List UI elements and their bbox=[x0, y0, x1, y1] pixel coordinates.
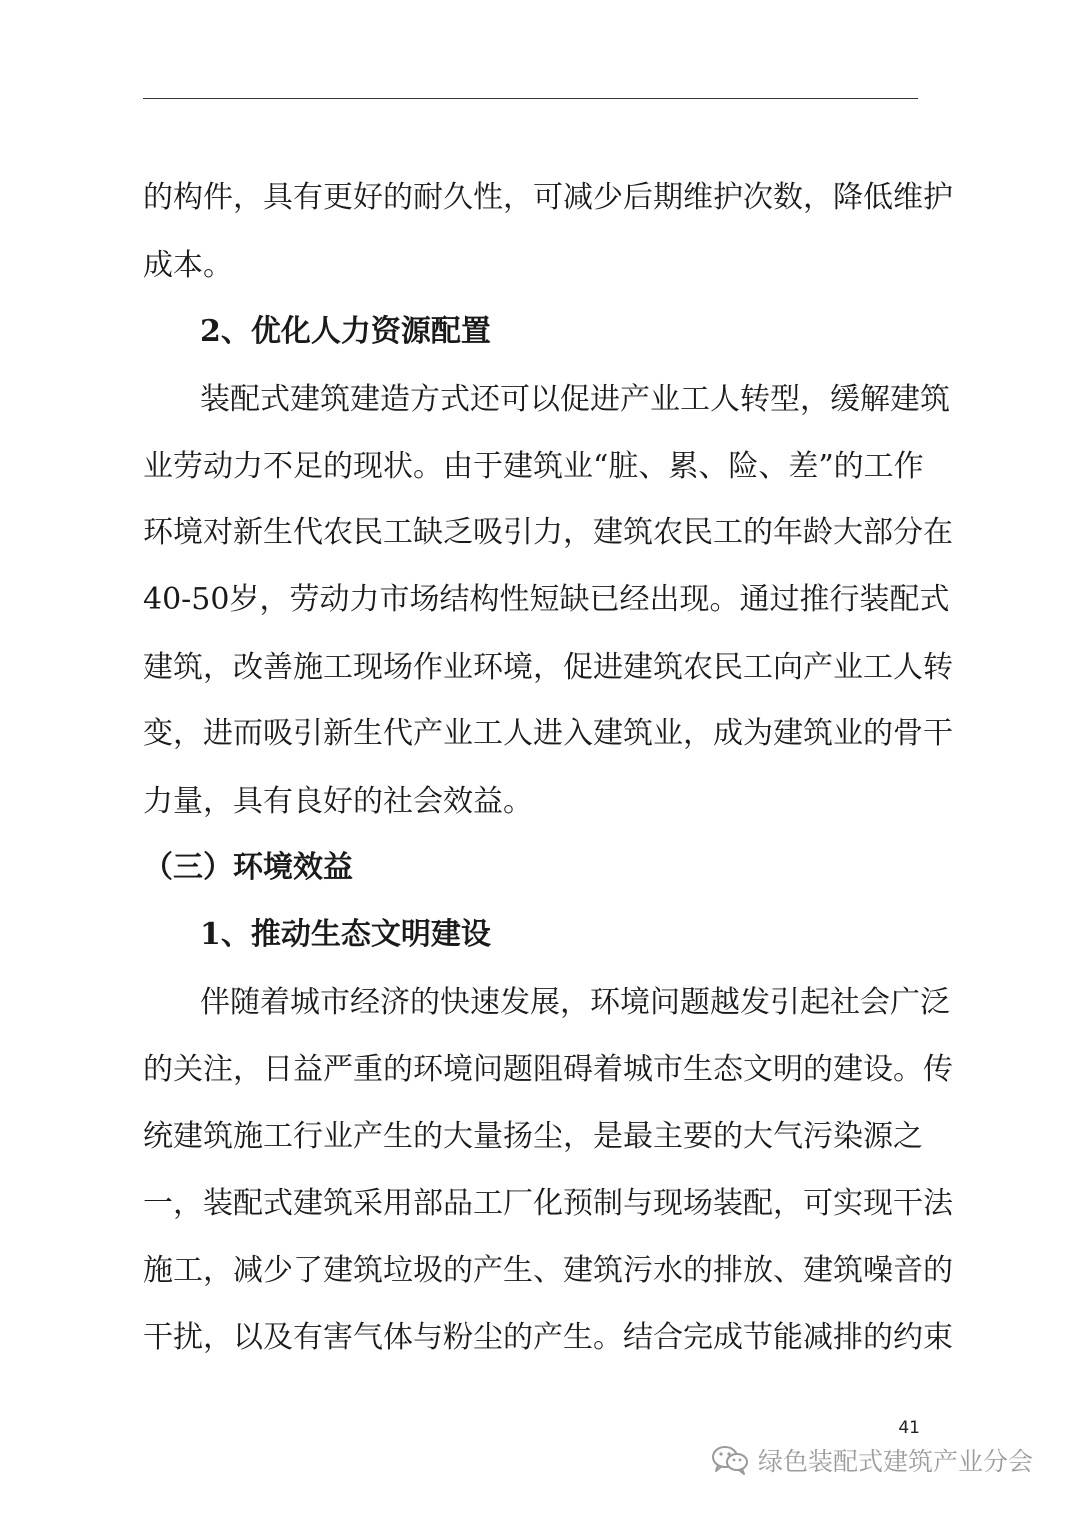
paragraph-line: 施工，减少了建筑垃圾的产生、建筑污水的排放、建筑噪音的 bbox=[143, 1253, 953, 1288]
paragraph-line: 干扰，以及有害气体与粉尘的产生。结合完成节能减排的约束 bbox=[143, 1320, 953, 1355]
paragraph-line: 的构件，具有更好的耐久性，可减少后期维护次数，降低维护 bbox=[143, 180, 953, 215]
paragraph-line: 一，装配式建筑采用部品工厂化预制与现场装配，可实现干法 bbox=[143, 1186, 953, 1221]
watermark bbox=[710, 1440, 1033, 1480]
paragraph-line: 变，进而吸引新生代产业工人进入建筑业，成为建筑业的骨干 bbox=[143, 716, 953, 751]
paragraph-line: 业劳动力不足的现状。由于建筑业“脏、累、险、差”的工作 bbox=[143, 449, 924, 484]
paragraph-line: 环境对新生代农民工缺乏吸引力，建筑农民工的年龄大部分在 bbox=[143, 515, 953, 550]
paragraph-line: 伴随着城市经济的快速发展，环境问题越发引起社会广泛 bbox=[200, 985, 950, 1020]
subsection-heading: 1、推动生态文明建设 bbox=[200, 917, 491, 952]
header-rule bbox=[143, 98, 918, 99]
paragraph-line: 力量，具有良好的社会效益。 bbox=[143, 784, 533, 819]
paragraph-line: 的关注，日益严重的环境问题阻碍着城市生态文明的建设。传 bbox=[143, 1052, 953, 1087]
paragraph-line: 40-50岁，劳动力市场结构性短缺已经出现。通过推行装配式 bbox=[143, 582, 950, 617]
paragraph-line: 统建筑施工行业产生的大量扬尘，是最主要的大气污染源之 bbox=[143, 1119, 923, 1154]
section-heading: （三）环境效益 bbox=[143, 850, 353, 885]
paragraph-line: 装配式建筑建造方式还可以促进产业工人转型，缓解建筑 bbox=[200, 382, 950, 417]
watermark-text: 绿色装配式建筑产业分会 bbox=[758, 1447, 1034, 1476]
paragraph-line: 成本。 bbox=[143, 248, 233, 283]
section-heading: 2、优化人力资源配置 bbox=[200, 314, 491, 349]
wechat-icon bbox=[710, 1444, 750, 1476]
page-number: 41 bbox=[898, 1418, 920, 1438]
paragraph-line: 建筑，改善施工现场作业环境，促进建筑农民工向产业工人转 bbox=[143, 650, 953, 685]
